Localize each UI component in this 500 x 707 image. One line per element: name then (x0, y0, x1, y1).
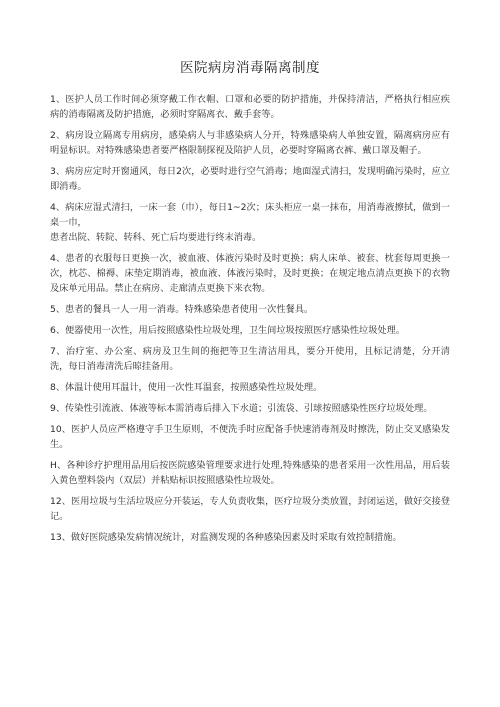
rule-item (50, 422, 450, 452)
rule-text: 患者出院、转院、转科、死亡后均要进行终末消毒。 (50, 232, 262, 243)
rule-text: 10、医护人员应严格遵守手卫生原则，不便洗手时应配备手快速消毒剂及时擦洗，防止交叉感染发生。 (50, 424, 450, 450)
rule-item (50, 128, 450, 158)
rule-item (50, 92, 450, 122)
rule-item (50, 494, 450, 524)
rule-item (50, 344, 450, 374)
rule-text: 5、患者的餐具一人一用一消毒。特殊感染患者使用一次性餐具。 (50, 304, 314, 315)
rule-text: 6、便器使用一次性，用后按照感染性垃圾处理，卫生间垃圾按照医疗感染性垃圾处理。 (50, 325, 405, 336)
rule-text: H、各种诊疗护理用品用后按医院感染管理要求进行处理,特殊感染的患者采用一次性用品，用后装入黄色塑料袋内（双层）并粘贴标识按照感染性垃圾处。 (50, 460, 450, 486)
rule-item (50, 164, 450, 194)
rules-list (50, 92, 450, 545)
rule-item (50, 251, 450, 296)
rule-text: 7、治疗室、办公室、病房及卫生间的拖把等卫生清洁用具，要分开使用，且标记清楚，分开清洗，每日消毒清洗后晾挂备用。 (50, 346, 450, 372)
rule-text: 1、医护人员工作时间必须穿戴工作衣帽、口罩和必要的防护措施，并保持清洁，严格执行相应疾病的消毒隔离及防护措施，必须时穿隔离衣、戴手套等。 (50, 94, 450, 120)
rule-item (50, 401, 450, 416)
rule-item (50, 380, 450, 395)
rule-item (50, 323, 450, 338)
rule-text: 2、病房设立隔离专用病房，感染病人与非感染病人分开，特殊感染病人单独安置，隔离病房应有明显标识。对特殊感染患者要严格限制探视及陪护人员，必要时穿隔离衣裤、戴口罩及帽子。 (50, 130, 450, 156)
rule-text: 8、体温计使用耳温计，使用一次性耳温套，按照感染性垃圾处理。 (50, 382, 323, 393)
rule-text: 9、传染性引流液、体液等标本需消毒后排入下水道；引流袋、引球按照感染性医疗垃圾处理。 (50, 403, 433, 414)
rule-item (50, 458, 450, 488)
rule-item (50, 200, 450, 245)
rule-text: 4、患者的衣服每日更换一次，被血液、体液污染时及时更换；病人床单、被套、枕套每周更换一次，枕芯、棉褥、床垫定期消毒，被血液、体液污染时，及时更换；在规定地点清点更换下的衣物及床单元用品。禁止在病房、走廊清点更换下来衣物。 (50, 253, 450, 294)
rule-text: 3、病房应定时开窗通风，每日2次，必要时进行空气消毒；地面湿式清扫，发现明确污染时，应立即消毒。 (50, 166, 450, 192)
page-title: 医院病房消毒隔离制度 (180, 60, 320, 76)
rule-text: 4、病床应湿式清扫，一床一套（巾），每日1~2次；床头柜应一桌一抹布，用消毒液擦拭，做到一桌一巾， (50, 202, 450, 228)
rule-text: 12、医用垃圾与生活垃圾应分开装运，专人负责收集，医疗垃圾分类放置，封闭运送，做好交接登记。 (50, 496, 450, 522)
rule-item (50, 530, 450, 545)
rule-item (50, 302, 450, 317)
rule-text: 13、做好医院感染发病情况统计，对监测发现的各种感染因素及时采取有效控制措施。 (50, 532, 402, 543)
